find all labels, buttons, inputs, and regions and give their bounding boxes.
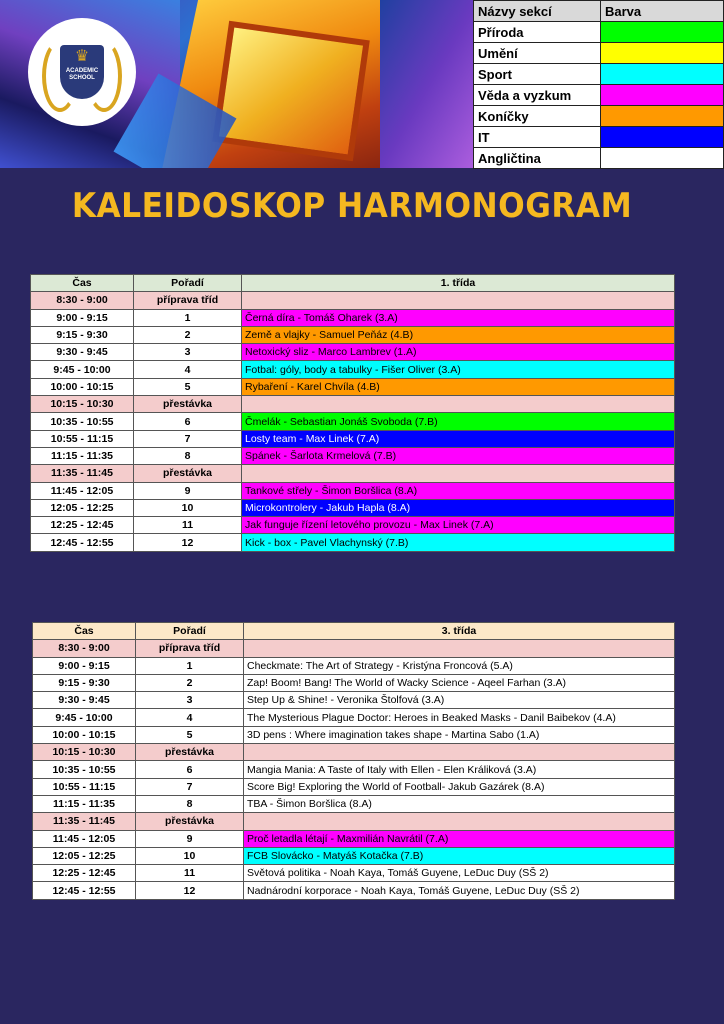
time-cell: 10:00 - 10:15 <box>31 378 134 395</box>
time-cell: 10:55 - 11:15 <box>33 778 136 795</box>
activity-cell <box>244 640 675 657</box>
time-cell: 11:45 - 12:05 <box>31 482 134 499</box>
table-row <box>33 761 675 778</box>
activity-cell: Čmelák - Sebastian Jonáš Svoboda (7.B) <box>242 413 675 430</box>
legend-color-swatch <box>601 64 724 85</box>
table-row <box>31 499 675 516</box>
page-title: KALEIDOSKOP HARMONOGRAM <box>71 186 633 226</box>
activity-cell: Rybaření - Karel Chvíla (4.B) <box>242 378 675 395</box>
legend-header-color: Barva <box>601 1 724 22</box>
legend-section-name: IT <box>474 127 601 148</box>
time-cell: 12:25 - 12:45 <box>33 865 136 882</box>
column-header-time: Čas <box>31 275 134 292</box>
order-cell: 12 <box>136 882 244 899</box>
activity-cell: Černá díra - Tomáš Oharek (3.A) <box>242 309 675 326</box>
time-cell: 9:30 - 9:45 <box>33 692 136 709</box>
table-row <box>31 430 675 447</box>
table-row <box>33 778 675 795</box>
activity-cell: Kick - box - Pavel Vlachynský (7.B) <box>242 534 675 551</box>
legend-row <box>474 106 724 127</box>
order-cell: přestávka <box>134 396 242 413</box>
activity-cell: 3D pens : Where imagination takes shape - Martina Sabo (1.A) <box>244 726 675 743</box>
activity-cell <box>242 292 675 309</box>
order-cell: 2 <box>134 326 242 343</box>
logo-text-line2: SCHOOL <box>69 75 95 81</box>
legend-row <box>474 148 724 169</box>
time-cell: 11:15 - 11:35 <box>33 795 136 812</box>
activity-cell <box>242 396 675 413</box>
order-cell: 12 <box>134 534 242 551</box>
order-cell: 10 <box>134 499 242 516</box>
activity-cell: Netoxický sliz - Marco Lambrev (1.A) <box>242 344 675 361</box>
time-cell: 10:35 - 10:55 <box>31 413 134 430</box>
schedule-table-class-3 <box>32 622 675 900</box>
order-cell: 4 <box>134 361 242 378</box>
activity-cell: Step Up & Shine! - Veronika Štolfová (3.A) <box>244 692 675 709</box>
order-cell: přestávka <box>136 813 244 830</box>
order-cell: 9 <box>136 830 244 847</box>
time-cell: 9:00 - 9:15 <box>31 309 134 326</box>
activity-cell: Světová politika - Noah Kaya, Tomáš Guyene, LeDuc Duy (SŠ 2) <box>244 865 675 882</box>
order-cell: 3 <box>136 692 244 709</box>
logo-text-line1: ACADEMIC <box>65 68 99 74</box>
order-cell: 9 <box>134 482 242 499</box>
time-cell: 9:45 - 10:00 <box>31 361 134 378</box>
column-header-time: Čas <box>33 623 136 640</box>
table-row <box>33 744 675 761</box>
table-row <box>31 413 675 430</box>
table-row <box>31 465 675 482</box>
order-cell: 5 <box>136 726 244 743</box>
table-row <box>31 447 675 464</box>
activity-cell: The Mysterious Plague Doctor: Heroes in Beaked Masks - Danil Baibekov (4.A) <box>244 709 675 726</box>
activity-cell: Spánek - Šarlota Krmelová (7.B) <box>242 447 675 464</box>
time-cell: 8:30 - 9:00 <box>31 292 134 309</box>
table-row <box>33 865 675 882</box>
legend-section-name: Sport <box>474 64 601 85</box>
school-logo <box>28 18 136 126</box>
schedule-table-class-1 <box>30 274 675 552</box>
activity-cell <box>244 813 675 830</box>
activity-cell: Nadnárodní korporace - Noah Kaya, Tomáš Guyene, LeDuc Duy (SŠ 2) <box>244 882 675 899</box>
table-row <box>31 482 675 499</box>
order-cell: přestávka <box>136 744 244 761</box>
activity-cell: Fotbal: góly, body a tabulky - Fišer Oliver (3.A) <box>242 361 675 378</box>
legend-color-swatch <box>601 148 724 169</box>
activity-cell: Score Big! Exploring the World of Football- Jakub Gazárek (8.A) <box>244 778 675 795</box>
table-row <box>33 830 675 847</box>
legend-color-swatch <box>601 22 724 43</box>
legend-color-swatch <box>601 106 724 127</box>
legend-color-swatch <box>601 85 724 106</box>
table-row <box>33 692 675 709</box>
time-cell: 11:35 - 11:45 <box>31 465 134 482</box>
banner-facet <box>212 21 370 162</box>
order-cell: 5 <box>134 378 242 395</box>
time-cell: 11:35 - 11:45 <box>33 813 136 830</box>
activity-cell: Proč letadla létají - Maxmilián Navrátil (7.A) <box>244 830 675 847</box>
time-cell: 11:45 - 12:05 <box>33 830 136 847</box>
legend-header-name: Názvy sekcí <box>474 1 601 22</box>
order-cell: 7 <box>134 430 242 447</box>
legend-row <box>474 64 724 85</box>
time-cell: 10:00 - 10:15 <box>33 726 136 743</box>
crown-icon: ♛ <box>74 48 90 65</box>
time-cell: 12:45 - 12:55 <box>31 534 134 551</box>
table-row <box>31 309 675 326</box>
activity-cell <box>244 744 675 761</box>
column-header-class: 3. třída <box>244 623 675 640</box>
column-header-order: Pořadí <box>136 623 244 640</box>
table-row <box>31 292 675 309</box>
banner-facet <box>380 0 480 168</box>
time-cell: 9:30 - 9:45 <box>31 344 134 361</box>
table-row <box>33 813 675 830</box>
laurel-left-icon <box>42 40 78 112</box>
activity-cell: Země a vlajky - Samuel Peňáz (4.B) <box>242 326 675 343</box>
time-cell: 9:15 - 9:30 <box>31 326 134 343</box>
activity-cell: Zap! Boom! Bang! The World of Wacky Science - Aqeel Farhan (3.A) <box>244 674 675 691</box>
table-row <box>31 361 675 378</box>
time-cell: 10:55 - 11:15 <box>31 430 134 447</box>
activity-cell: Jak funguje řízení letového provozu - Max Linek (7.A) <box>242 517 675 534</box>
time-cell: 12:05 - 12:25 <box>31 499 134 516</box>
table-row <box>31 344 675 361</box>
activity-cell: Mangia Mania: A Taste of Italy with Ellen - Elen Králiková (3.A) <box>244 761 675 778</box>
legend-section-name: Věda a vyzkum <box>474 85 601 106</box>
table-header-row <box>31 275 675 292</box>
legend-row <box>474 22 724 43</box>
table-row <box>31 517 675 534</box>
time-cell: 9:00 - 9:15 <box>33 657 136 674</box>
order-cell: přestávka <box>134 465 242 482</box>
order-cell: 3 <box>134 344 242 361</box>
activity-cell: Losty team - Max Linek (7.A) <box>242 430 675 447</box>
table-row <box>33 795 675 812</box>
time-cell: 10:35 - 10:55 <box>33 761 136 778</box>
legend-section-name: Umění <box>474 43 601 64</box>
order-cell: 10 <box>136 847 244 864</box>
time-cell: 10:15 - 10:30 <box>31 396 134 413</box>
activity-cell: TBA - Šimon Boršlica (8.A) <box>244 795 675 812</box>
table-row <box>33 709 675 726</box>
table-row <box>31 378 675 395</box>
legend-row <box>474 127 724 148</box>
table-row <box>33 882 675 899</box>
time-cell: 10:15 - 10:30 <box>33 744 136 761</box>
activity-cell <box>242 465 675 482</box>
legend-row <box>474 43 724 64</box>
table-row <box>33 657 675 674</box>
order-cell: 1 <box>136 657 244 674</box>
legend-section-name: Koníčky <box>474 106 601 127</box>
time-cell: 12:25 - 12:45 <box>31 517 134 534</box>
time-cell: 9:15 - 9:30 <box>33 674 136 691</box>
table-row <box>33 726 675 743</box>
order-cell: 11 <box>134 517 242 534</box>
activity-cell: Checkmate: The Art of Strategy - Kristýna Froncová (5.A) <box>244 657 675 674</box>
legend-header-row <box>474 1 724 22</box>
order-cell: 7 <box>136 778 244 795</box>
order-cell: 6 <box>136 761 244 778</box>
section-legend <box>473 0 724 169</box>
legend-color-swatch <box>601 43 724 64</box>
activity-cell: Tankové střely - Šimon Boršlica (8.A) <box>242 482 675 499</box>
legend-section-name: Angličtina <box>474 148 601 169</box>
table-row <box>31 326 675 343</box>
table-row <box>31 396 675 413</box>
time-cell: 11:15 - 11:35 <box>31 447 134 464</box>
time-cell: 12:45 - 12:55 <box>33 882 136 899</box>
time-cell: 8:30 - 9:00 <box>33 640 136 657</box>
activity-cell: FCB Slovácko - Matyáš Kotačka (7.B) <box>244 847 675 864</box>
table-row <box>31 534 675 551</box>
column-header-order: Pořadí <box>134 275 242 292</box>
legend-row <box>474 85 724 106</box>
table-header-row <box>33 623 675 640</box>
order-cell: 2 <box>136 674 244 691</box>
order-cell: 8 <box>134 447 242 464</box>
time-cell: 12:05 - 12:25 <box>33 847 136 864</box>
legend-color-swatch <box>601 127 724 148</box>
table-row <box>33 847 675 864</box>
laurel-right-icon <box>86 40 122 112</box>
order-cell: 1 <box>134 309 242 326</box>
order-cell: příprava tříd <box>136 640 244 657</box>
order-cell: 4 <box>136 709 244 726</box>
table-row <box>33 640 675 657</box>
order-cell: příprava tříd <box>134 292 242 309</box>
order-cell: 8 <box>136 795 244 812</box>
column-header-class: 1. třída <box>242 275 675 292</box>
table-row <box>33 674 675 691</box>
order-cell: 6 <box>134 413 242 430</box>
time-cell: 9:45 - 10:00 <box>33 709 136 726</box>
legend-section-name: Příroda <box>474 22 601 43</box>
activity-cell: Microkontrolery - Jakub Hapla (8.A) <box>242 499 675 516</box>
order-cell: 11 <box>136 865 244 882</box>
